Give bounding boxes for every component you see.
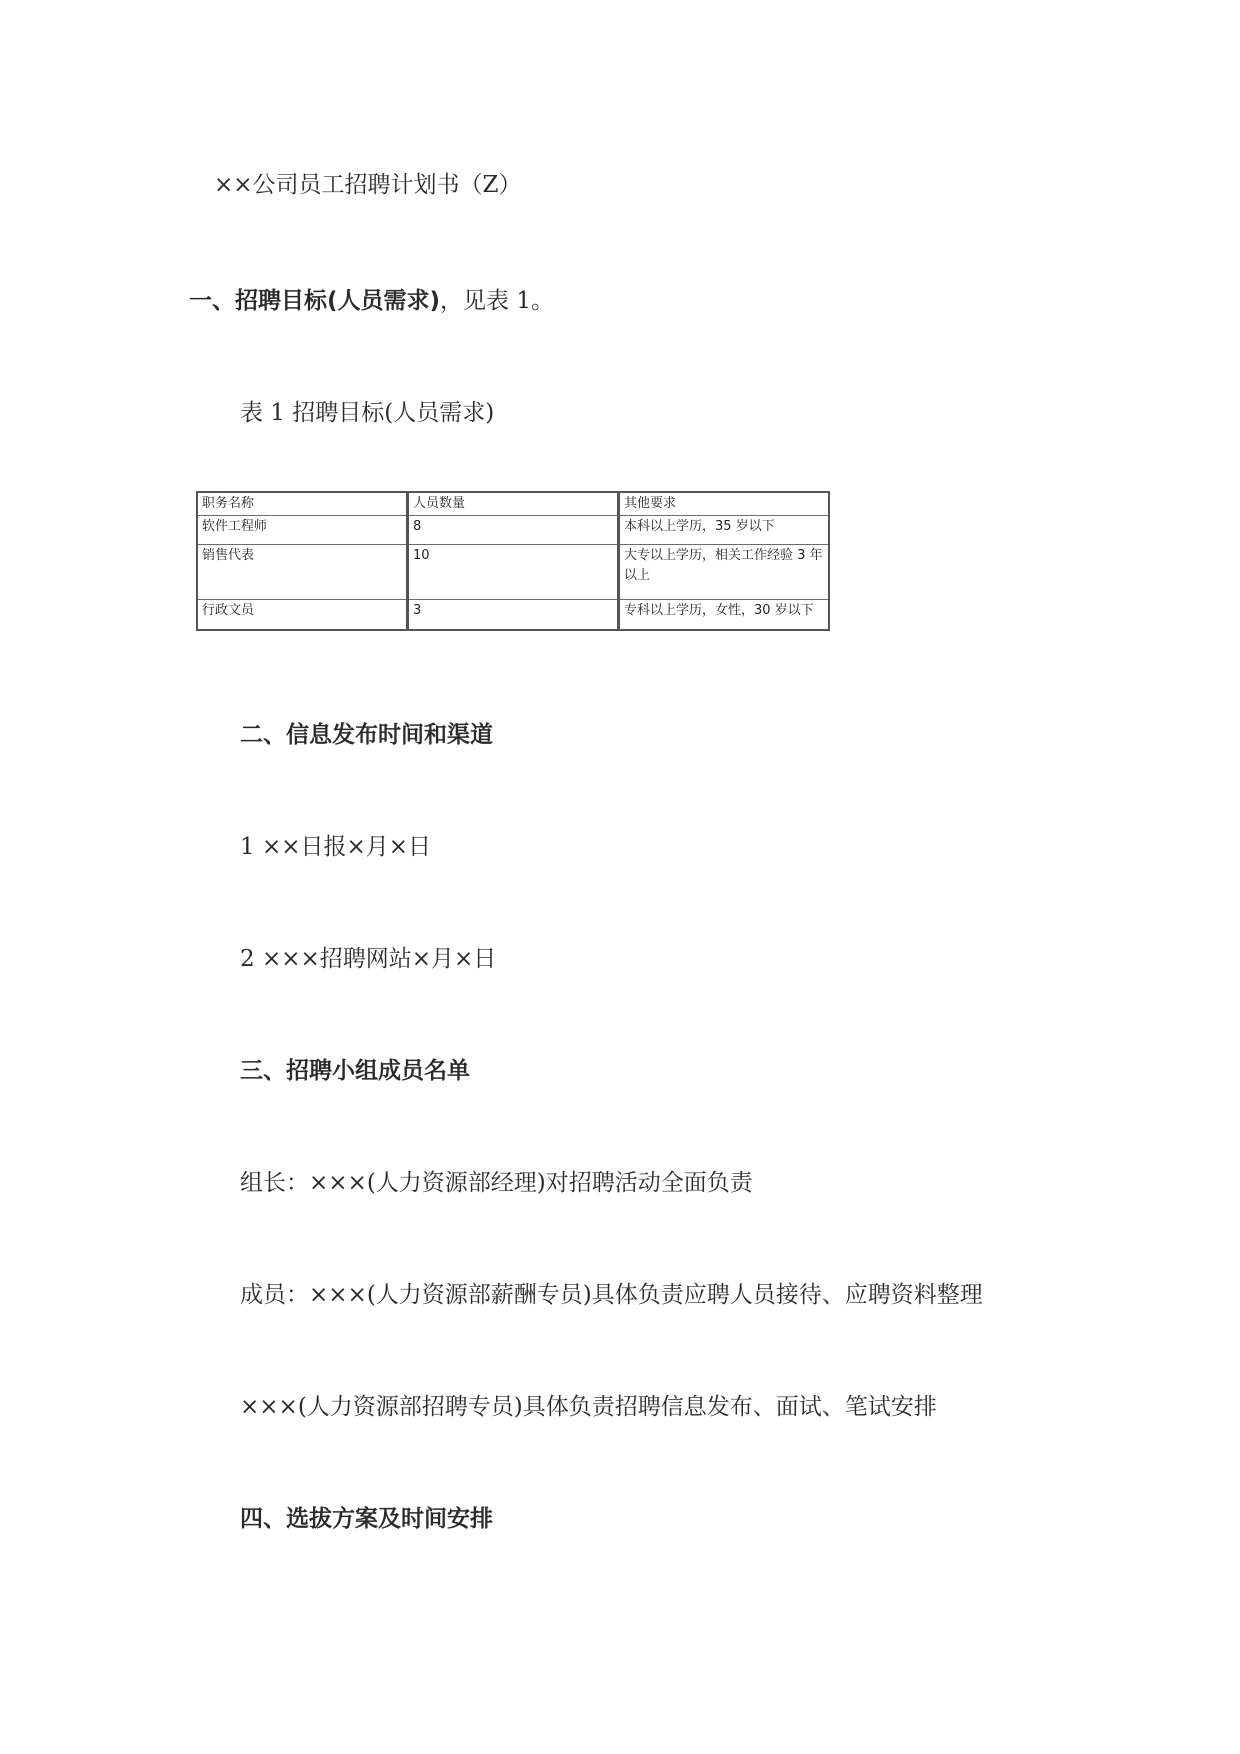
table-header-cell: 人员数量 [408, 492, 619, 516]
table-cell: 本科以上学历，35 岁以下 [619, 516, 830, 545]
table-cell: 10 [408, 545, 619, 600]
table-header-cell: 其他要求 [619, 492, 830, 516]
channel-item: 1 ××日报×月×日 [240, 834, 432, 860]
table-row [197, 600, 829, 630]
section-3-heading: 三、招聘小组成员名单 [240, 1058, 470, 1084]
document-title: ××公司员工招聘计划书（Z） [214, 172, 522, 198]
table-header-row [197, 492, 829, 516]
section-1-heading-bold: 一、招聘目标(人员需求) [189, 288, 441, 314]
table-header-cell: 职务名称 [197, 492, 408, 516]
section-2-heading: 二、信息发布时间和渠道 [240, 722, 493, 748]
table-cell: 大专以上学历，相关工作经验 3 年以上 [619, 545, 830, 600]
channel-item: 2 ×××招聘网站×月×日 [240, 946, 497, 972]
table-cell: 8 [408, 516, 619, 545]
table-cell: 软件工程师 [197, 516, 408, 545]
requirements-table [196, 491, 830, 631]
table-cell: 专科以上学历，女性，30 岁以下 [619, 600, 830, 630]
table-cell: 销售代表 [197, 545, 408, 600]
team-member-item: ×××(人力资源部招聘专员)具体负责招聘信息发布、面试、笔试安排 [240, 1394, 937, 1420]
section-1-heading-tail: ，见表 1。 [440, 288, 554, 314]
table-row [197, 545, 829, 600]
table-cell: 3 [408, 600, 619, 630]
table-row [197, 516, 829, 545]
table-cell: 行政文员 [197, 600, 408, 630]
table-caption: 表 1 招聘目标(人员需求) [240, 400, 495, 426]
team-member-item: 组长：×××(人力资源部经理)对招聘活动全面负责 [240, 1170, 753, 1196]
section-4-heading: 四、选拔方案及时间安排 [240, 1506, 493, 1532]
team-member-item: 成员：×××(人力资源部薪酬专员)具体负责应聘人员接待、应聘资料整理 [240, 1282, 983, 1308]
section-1-heading [189, 286, 554, 316]
